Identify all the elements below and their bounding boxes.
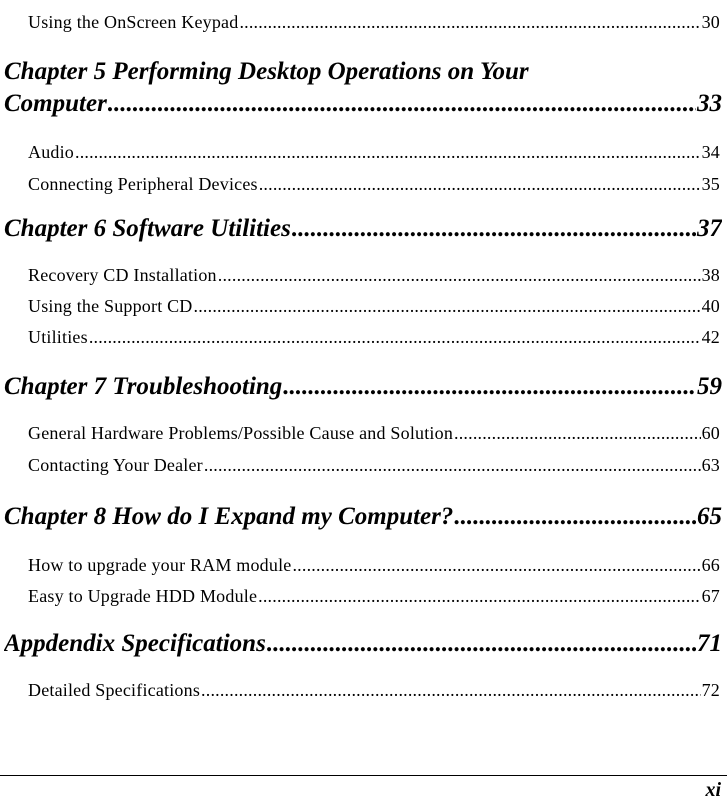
chapter-5-heading[interactable] — [4, 90, 722, 118]
toc-entry-title: Using the OnScreen Keypad — [28, 12, 239, 32]
toc-entry-page: 63 — [701, 455, 720, 475]
footer-divider — [0, 775, 727, 776]
chapter-8-heading[interactable] — [4, 503, 722, 531]
dot-leader — [201, 680, 701, 701]
chapter-6-title: Chapter 6 Software Utilities — [4, 215, 291, 242]
page-number: xi — [705, 779, 721, 801]
toc-entry-title: Recovery CD Installation — [28, 265, 217, 285]
dot-leader — [454, 503, 696, 531]
toc-entry-title: Connecting Peripheral Devices — [28, 174, 258, 194]
dot-leader — [259, 174, 701, 195]
toc-entry-recovery-cd-installation[interactable] — [28, 265, 720, 286]
dot-leader — [258, 586, 700, 607]
toc-entry-audio[interactable] — [28, 142, 720, 163]
chapter-6-heading[interactable] — [4, 215, 722, 243]
dot-leader — [454, 423, 701, 444]
toc-entry-page: 38 — [701, 265, 720, 285]
appendix-title: Appdendix Specifications — [4, 630, 266, 657]
appendix-heading[interactable] — [4, 630, 722, 658]
toc-entry-page: 72 — [701, 680, 720, 700]
dot-leader — [89, 327, 701, 348]
toc-entry-page: 40 — [701, 296, 720, 316]
dot-leader — [292, 555, 700, 576]
toc-entry-title: How to upgrade your RAM module — [28, 555, 292, 575]
dot-leader — [239, 12, 700, 33]
toc-entry-title: Easy to Upgrade HDD Module — [28, 586, 258, 606]
toc-entry-page: 35 — [701, 174, 720, 194]
toc-entry-contacting-your-dealer[interactable] — [28, 455, 720, 476]
toc-entry-title: Contacting Your Dealer — [28, 455, 203, 475]
toc-entry-using-the-support-cd[interactable] — [28, 296, 720, 317]
chapter-8-page: 65 — [697, 503, 722, 530]
toc-entry-page: 66 — [701, 555, 720, 575]
dot-leader — [194, 296, 701, 317]
toc-entry-title: Utilities — [28, 327, 88, 347]
chapter-8-title: Chapter 8 How do I Expand my Computer? — [4, 503, 454, 530]
toc-entry-page: 67 — [701, 586, 720, 606]
dot-leader — [75, 142, 701, 163]
dot-leader — [267, 630, 696, 658]
chapter-5-heading-line-2: Computer — [4, 90, 107, 117]
chapter-5-heading-line-1[interactable]: Chapter 5 Performing Desktop Operations on Your — [4, 58, 529, 85]
chapter-6-page: 37 — [697, 215, 722, 242]
chapter-7-title: Chapter 7 Troubleshooting — [4, 373, 283, 400]
toc-entry-title: Detailed Specifications — [28, 680, 201, 700]
chapter-5-page: 33 — [697, 90, 722, 117]
toc-entry-onscreen-keypad[interactable] — [28, 12, 720, 33]
toc-entry-general-hardware-problems[interactable] — [28, 423, 720, 444]
toc-entry-page: 30 — [701, 12, 720, 32]
dot-leader — [108, 90, 696, 118]
dot-leader — [204, 455, 701, 476]
chapter-7-page: 59 — [697, 373, 722, 400]
toc-entry-page: 34 — [701, 142, 720, 162]
toc-entry-title: Audio — [28, 142, 74, 162]
dot-leader — [292, 215, 696, 243]
dot-leader — [218, 265, 701, 286]
toc-entry-detailed-specifications[interactable] — [28, 680, 720, 701]
toc-entry-title: General Hardware Problems/Possible Cause and Solution — [28, 423, 454, 443]
toc-entry-page: 60 — [701, 423, 720, 443]
dot-leader — [283, 373, 696, 401]
chapter-7-heading[interactable] — [4, 373, 722, 401]
toc-entry-utilities[interactable] — [28, 327, 720, 348]
toc-entry-upgrade-ram-module[interactable] — [28, 555, 720, 576]
toc-entry-title: Using the Support CD — [28, 296, 193, 316]
toc-entry-connecting-peripheral-devices[interactable] — [28, 174, 720, 195]
appendix-page: 71 — [697, 630, 722, 657]
toc-entry-page: 42 — [701, 327, 720, 347]
toc-entry-upgrade-hdd-module[interactable] — [28, 586, 720, 607]
